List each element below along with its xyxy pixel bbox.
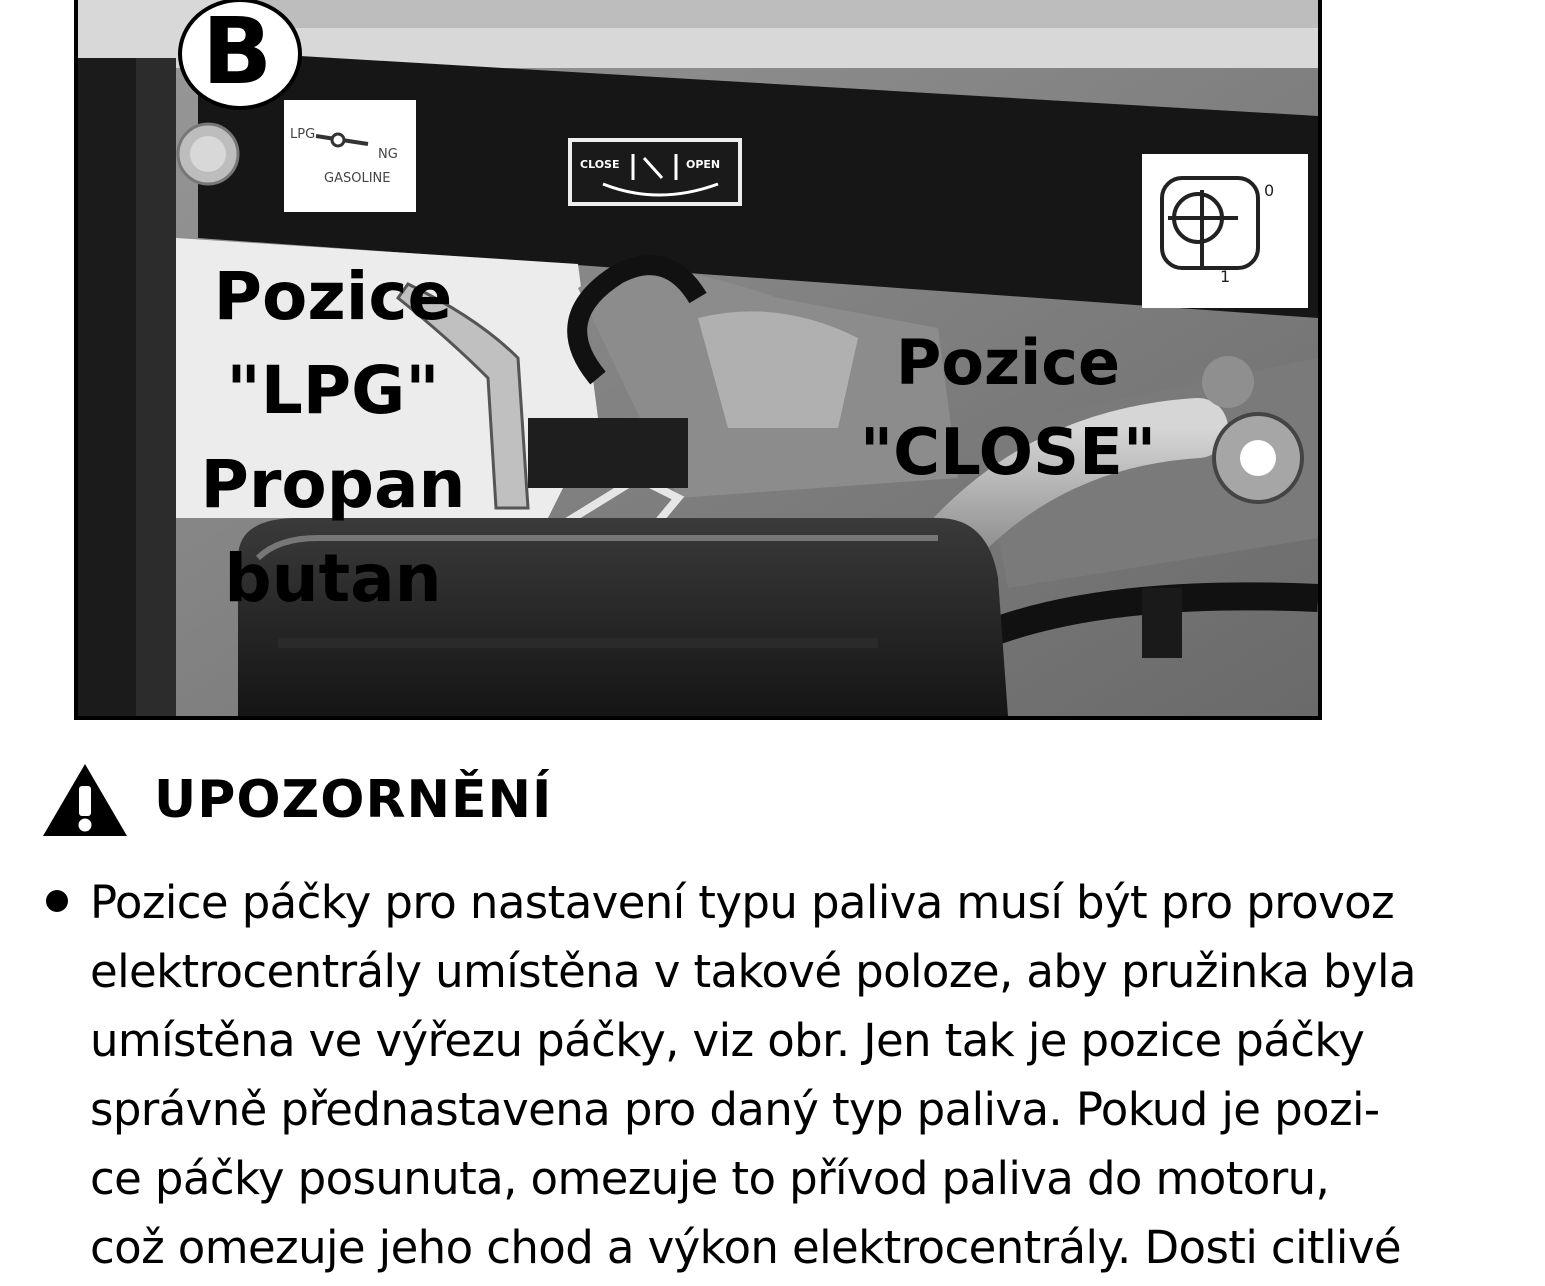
callout-lpg [178,250,488,626]
callout-lpg-line: butan [224,540,442,617]
fuel-sticker-lpg: LPG [290,127,316,142]
fuel-sticker-ng: NG [378,147,398,162]
note-line: elektrocentrály umístěna v takové poloze, aby pružinka byla [90,945,1416,998]
note-line: což omezuje jeho chod a výkon elektrocentrály. Dosti citlivé [90,1221,1401,1274]
switch-sticker-zero: 0 [1264,181,1275,200]
callout-lpg-line: Pozice [213,258,453,335]
callout-lpg-line: Propan [200,446,466,523]
note-line: umístěna ve výřezu páčky, viz obr. Jen tak je pozice páčky [90,1014,1365,1067]
callout-close [848,318,1168,498]
note-list-item [42,868,1502,1282]
bullet-icon [46,890,68,912]
note-line: ce páčky posunuta, omezuje to přívod paliva do motoru, [90,1152,1330,1205]
warning-triangle-icon [42,762,128,838]
choke-sticker-close: CLOSE [580,158,620,171]
callout-close-line: "CLOSE" [859,416,1157,490]
fuel-sticker-gasoline: GASOLINE [324,171,391,186]
callout-close-line: Pozice [895,326,1121,399]
warning-title: UPOZORNĚNÍ [154,770,553,830]
figure-badge [178,0,302,110]
choke-sticker-open: OPEN [686,158,721,171]
note-paragraph [90,868,1502,1282]
note-line: správně přednastavena pro daný typ paliva. Pokud je pozi- [90,1083,1380,1136]
note-line: Pozice páčky pro nastavení typu paliva musí být pro provoz [90,876,1395,929]
warning-heading [42,762,552,838]
generator-photo [74,0,1322,720]
switch-sticker-one: 1 [1220,267,1231,286]
figure-badge-letter: B [201,0,273,105]
callout-lpg-line: "LPG" [226,352,440,429]
